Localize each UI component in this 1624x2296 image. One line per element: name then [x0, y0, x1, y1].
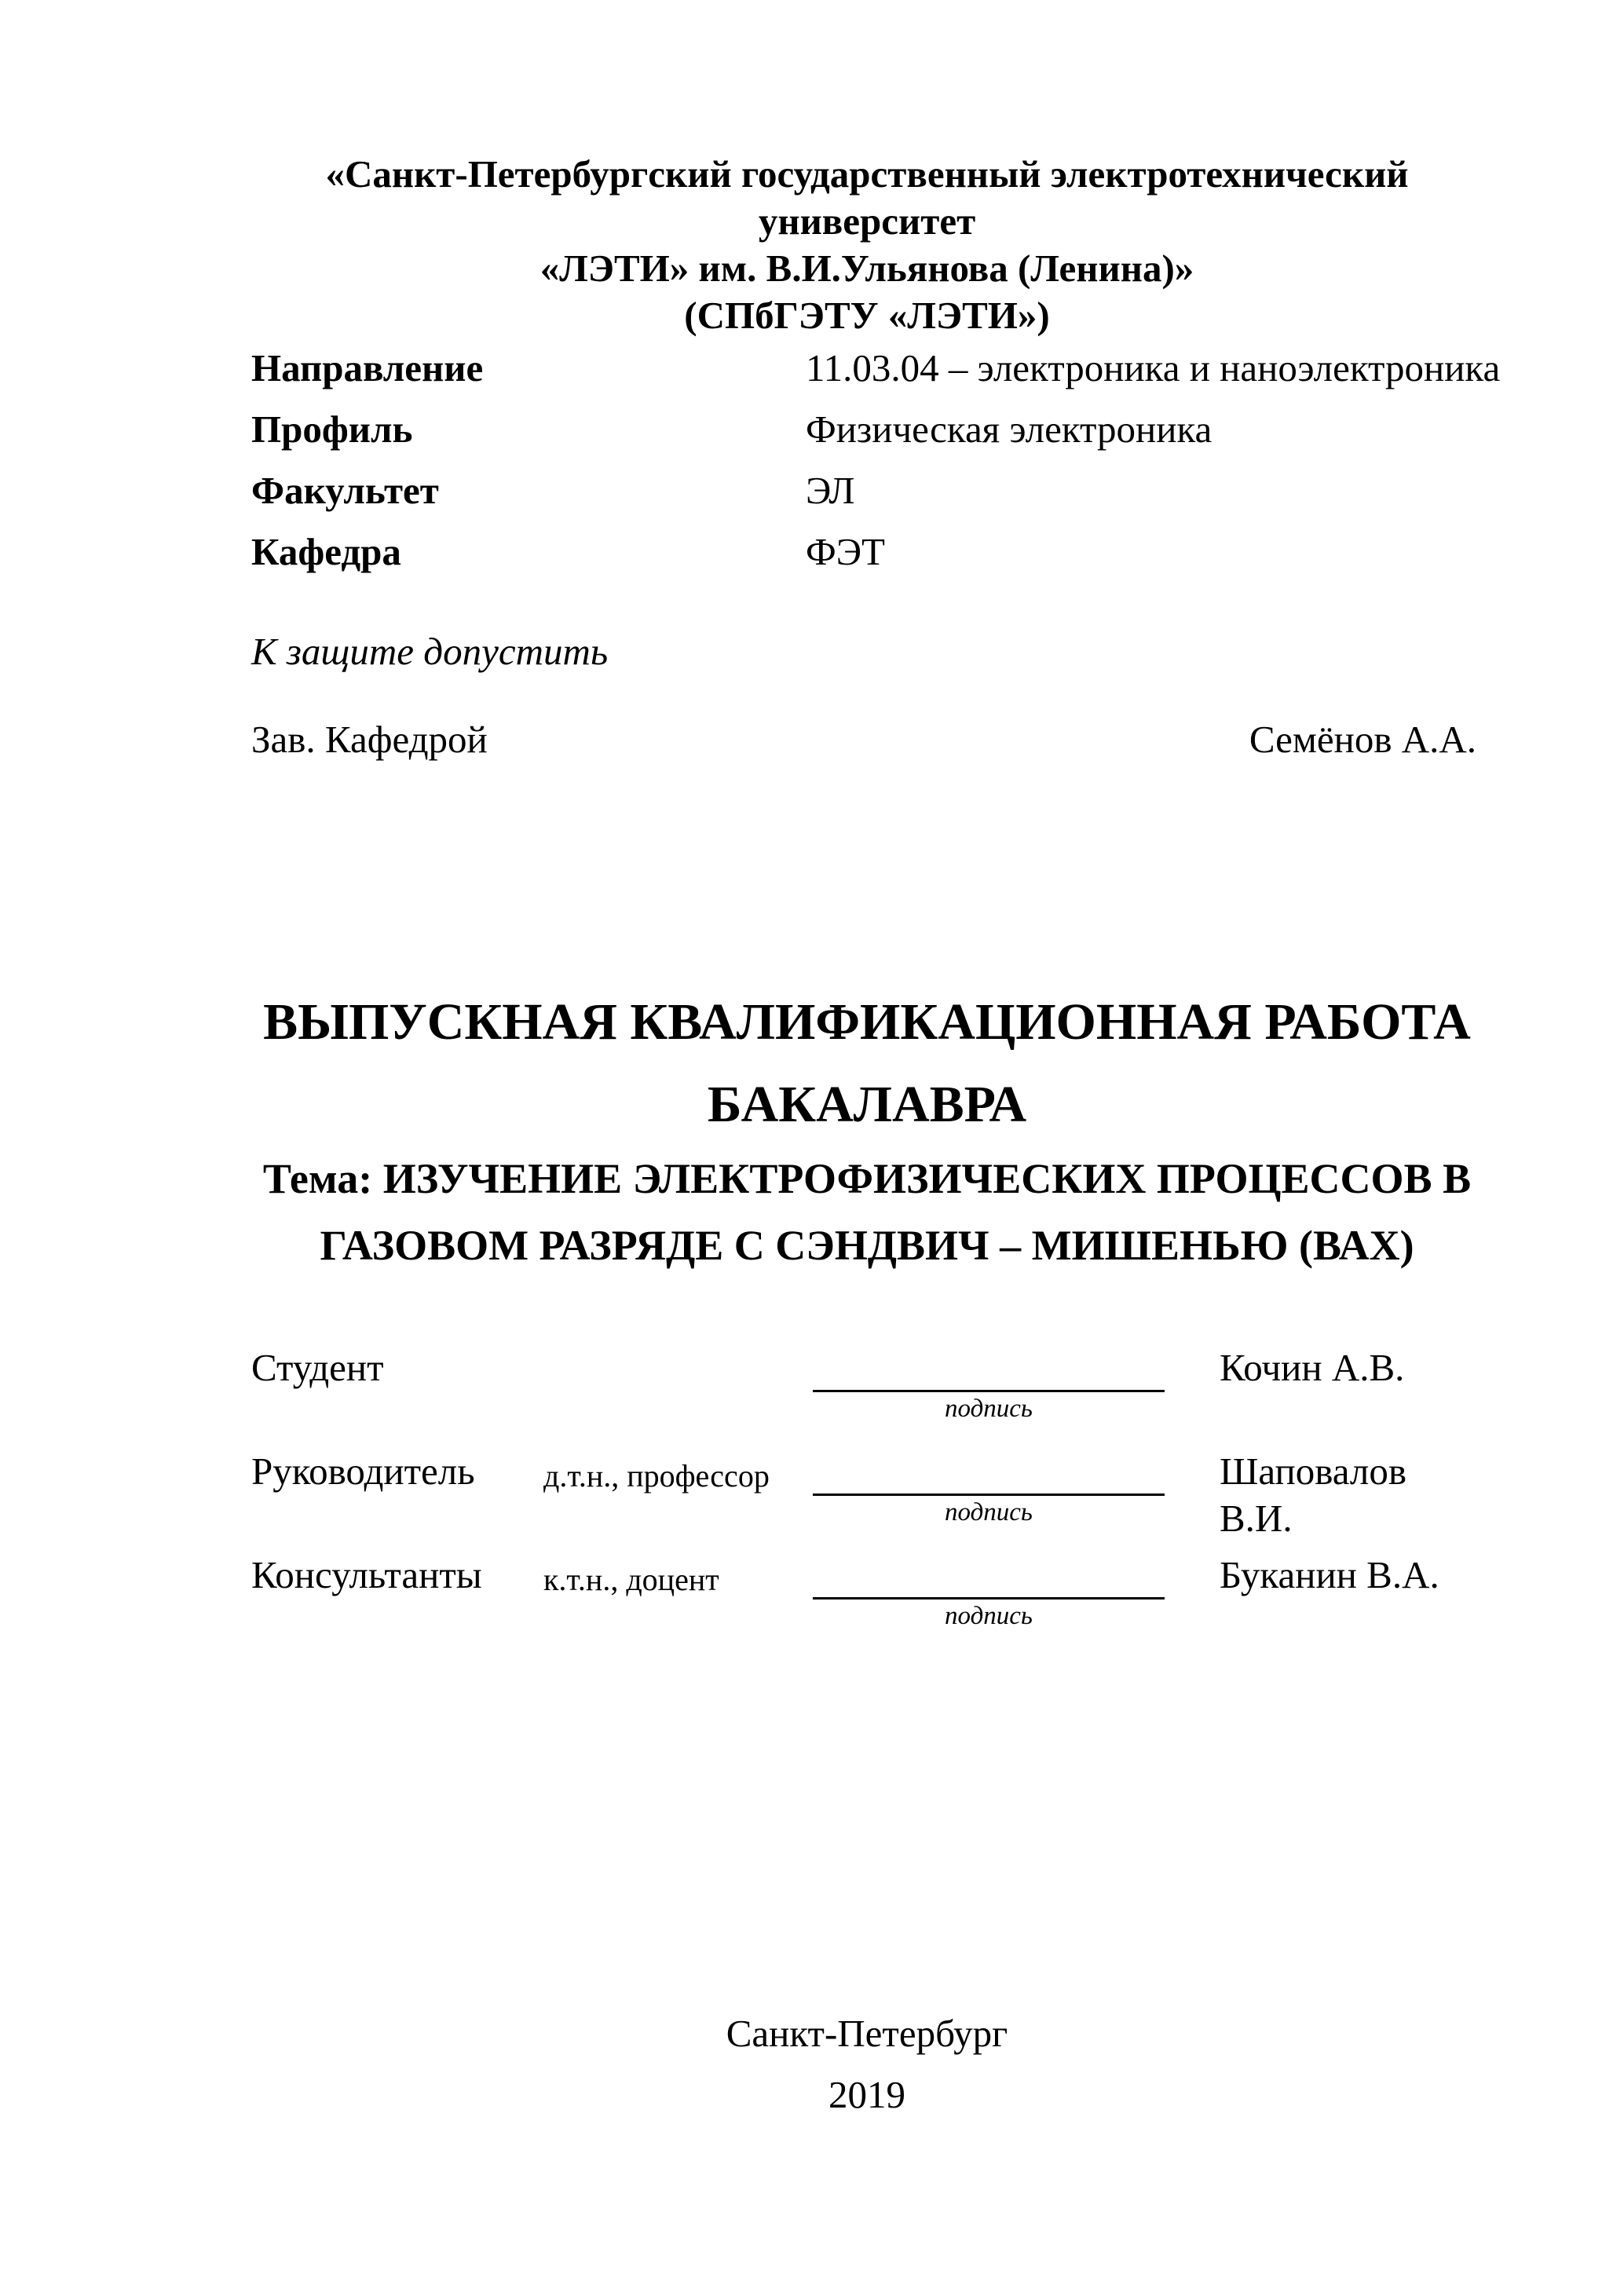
- program-info-table: [251, 338, 1501, 583]
- faculty-label: Факультет: [251, 469, 439, 512]
- direction-label: Направление: [251, 346, 484, 389]
- university-abbreviation-line: (СПбГЭТУ «ЛЭТИ»): [684, 294, 1050, 337]
- direction-value: 11.03.04 – электроника и наноэлектроника: [806, 346, 1501, 389]
- department-head-row: [251, 716, 1476, 763]
- profile-label: Профиль: [251, 408, 413, 451]
- thesis-theme-line1: Тема: ИЗУЧЕНИЕ ЭЛЕКТРОФИЗИЧЕСКИХ ПРОЦЕССОВ В: [262, 1155, 1472, 1202]
- consultant-role-label: Консультанты: [251, 1553, 482, 1596]
- signature-row-supervisor: [251, 1448, 1483, 1542]
- student-role-label: Студент: [251, 1346, 384, 1389]
- profile-value: Физическая электроника: [806, 408, 1213, 451]
- department-head-name: Семёнов А.А.: [1249, 718, 1476, 761]
- university-header: [251, 151, 1483, 339]
- consultant-qualification: к.т.н., доцент: [543, 1562, 719, 1597]
- footer-city: Санкт-Петербург: [726, 2012, 1008, 2055]
- thesis-type-line1: ВЫПУСКНАЯ КВАЛИФИКАЦИОННАЯ РАБОТА: [263, 993, 1471, 1051]
- thesis-theme-line2: ГАЗОВОМ РАЗРЯДЕ С СЭНДВИЧ – МИШЕНЬЮ (ВАХ): [320, 1222, 1414, 1269]
- department-value: ФЭТ: [806, 530, 885, 573]
- faculty-value: ЭЛ: [806, 469, 855, 512]
- signature-row-student: [251, 1344, 1483, 1439]
- thesis-title-block: [251, 981, 1483, 1279]
- student-signature-caption: подпись: [945, 1395, 1033, 1423]
- consultant-name: Буканин В.А.: [1220, 1553, 1439, 1596]
- page-footer: [251, 2003, 1483, 2126]
- consultant-signature-line: [813, 1552, 1165, 1600]
- university-name-line2: «ЛЭТИ» им. В.И.Ульянова (Ленина)»: [540, 247, 1194, 290]
- info-row-department: [251, 521, 1483, 583]
- department-label: Кафедра: [251, 530, 401, 573]
- department-head-label: Зав. Кафедрой: [251, 718, 488, 761]
- info-row-profile: [251, 399, 1483, 460]
- info-row-faculty: [251, 460, 1483, 521]
- consultant-signature-caption: подпись: [945, 1602, 1033, 1630]
- supervisor-role-label: Руководитель: [251, 1450, 475, 1493]
- thesis-type-line2: БАКАЛАВРА: [707, 1076, 1027, 1133]
- supervisor-qualification: д.т.н., профессор: [543, 1458, 770, 1493]
- student-signature-line: [813, 1344, 1165, 1392]
- supervisor-signature-line: [813, 1448, 1165, 1496]
- university-name-line1: «Санкт-Петербургский государственный электротехнический университет: [325, 152, 1409, 243]
- defense-permission-note: К защите допустить: [251, 630, 609, 673]
- supervisor-name: Шаповалов В.И.: [1220, 1450, 1407, 1540]
- student-name: Кочин А.В.: [1220, 1346, 1405, 1389]
- info-row-direction: [251, 338, 1501, 399]
- signature-row-consultant: [251, 1552, 1483, 1646]
- supervisor-signature-caption: подпись: [945, 1498, 1033, 1526]
- footer-year: 2019: [828, 2073, 905, 2116]
